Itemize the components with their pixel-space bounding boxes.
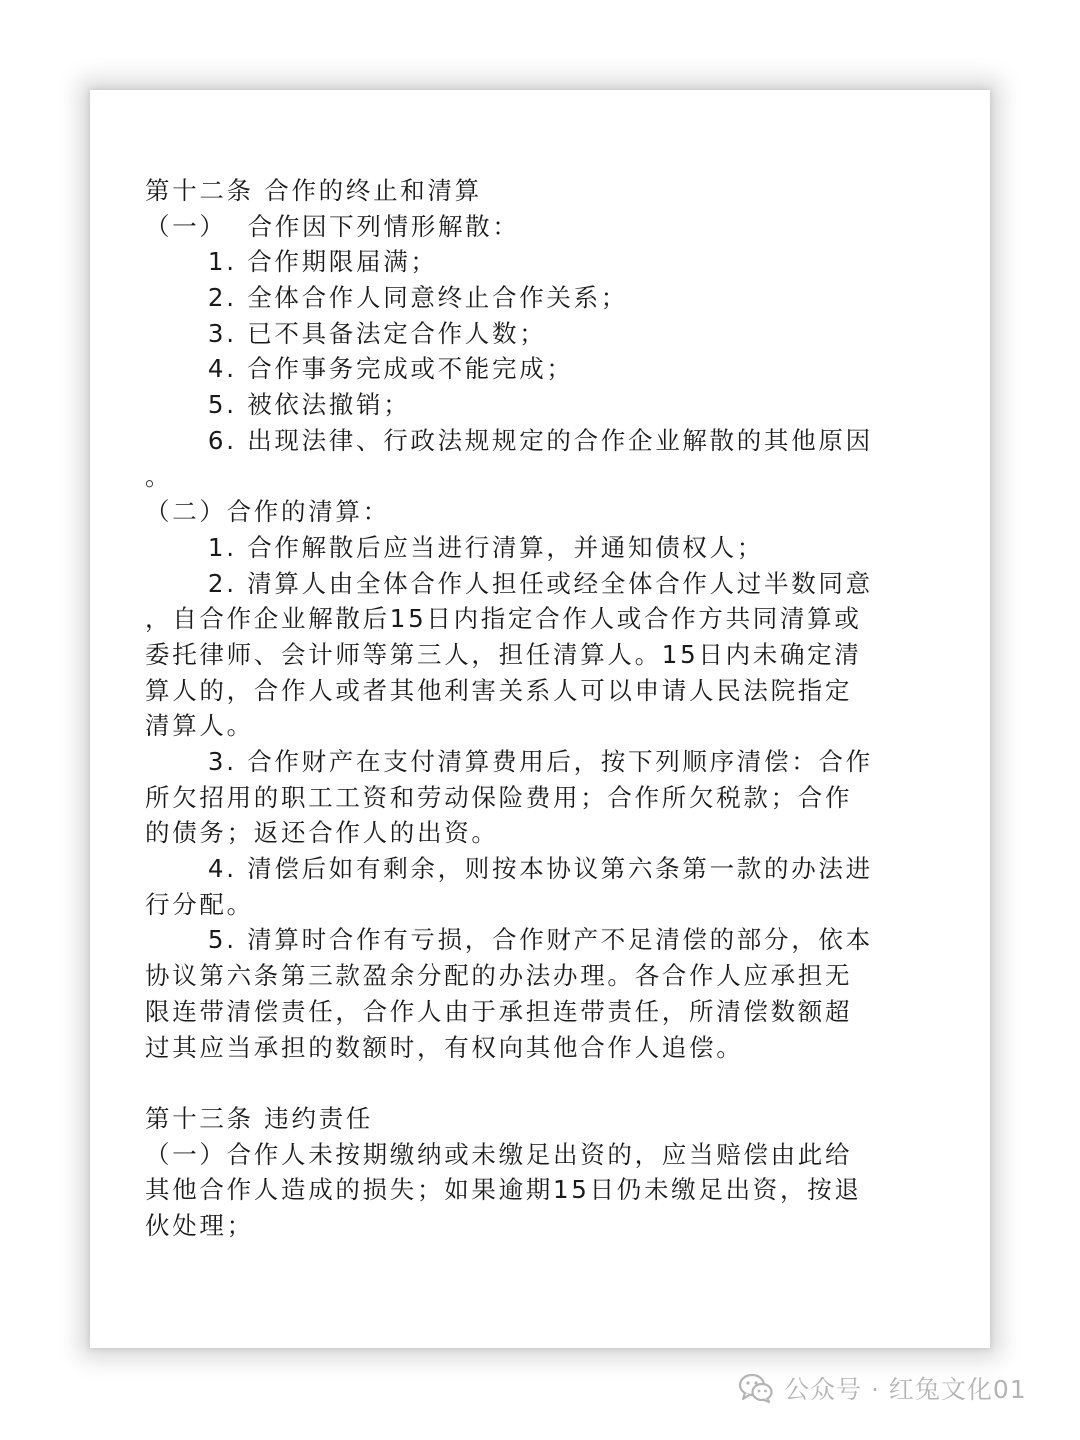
text-line: 清算人。 (145, 711, 254, 741)
text-line: 所欠招用的职工工资和劳动保险费用；合作所欠税款；合作 (145, 782, 853, 812)
text-line: 3. 已不具备法定合作人数； (145, 318, 547, 348)
text-line: 1. 合作解散后应当进行清算，并通知债权人； (145, 532, 764, 562)
text-line: 6. 出现法律、行政法规规定的合作企业解散的其他原因 (145, 425, 873, 455)
text-line: 4. 清偿后如有剩余，则按本协议第六条第一款的办法进 (145, 854, 873, 884)
text-line: （一）合作人未按期缴纳或未缴足出资的，应当赔偿由此给 (145, 1139, 853, 1169)
watermark-text: 公众号 · 红兔文化01 (784, 1375, 1027, 1404)
text-line: 5. 清算时合作有亏损，合作财产不足清偿的部分，依本 (145, 925, 873, 955)
blank-line (145, 1065, 945, 1101)
text-line: 过其应当承担的数额时，有权向其他合作人追偿。 (145, 1032, 744, 1062)
text-line: 伙处理； (145, 1210, 254, 1240)
text-line: 的债务；返还合作人的出资。 (145, 818, 499, 848)
text-line: 3. 合作财产在支付清算费用后，按下列顺序清偿：合作 (145, 747, 873, 776)
text-line: ，自合作企业解散后15日内指定合作人或合作方共同清算或 (145, 604, 862, 634)
text-line: （二）合作的清算： (145, 497, 390, 527)
text-line: 1. 合作期限届满； (145, 247, 438, 277)
text-line: 委托律师、会计师等第三人，担任清算人。15日内未确定清 (145, 639, 862, 669)
text-line: 第十三条 违约责任 (145, 1103, 374, 1133)
text-line: 其他合作人造成的损失；如果逾期15日仍未缴足出资，按退 (145, 1175, 862, 1205)
watermark (738, 1368, 1027, 1408)
text-line: （一） 合作因下列情形解散： (145, 211, 520, 241)
text-line: 2. 清算人由全体合作人担任或经全体合作人过半数同意 (145, 568, 873, 598)
text-line: 行分配。 (145, 889, 254, 919)
text-line: 协议第六条第三款盈余分配的办法办理。各合作人应承担无 (145, 961, 853, 991)
text-line: 4. 合作事务完成或不能完成； (145, 354, 574, 384)
wechat-icon (738, 1373, 774, 1403)
text-line: 限连带清偿责任，合作人由于承担连带责任，所清偿数额超 (145, 996, 853, 1026)
document-page (90, 90, 990, 1348)
document-body (145, 173, 945, 1244)
text-line: 算人的，合作人或者其他利害关系人可以申请人民法院指定 (145, 675, 853, 705)
text-line: 第十二条 合作的终止和清算 (145, 176, 482, 205)
text-line: 5. 被依法撤销； (145, 390, 411, 420)
text-line: 。 (145, 461, 173, 491)
text-line: 2. 全体合作人同意终止合作关系； (145, 283, 628, 313)
